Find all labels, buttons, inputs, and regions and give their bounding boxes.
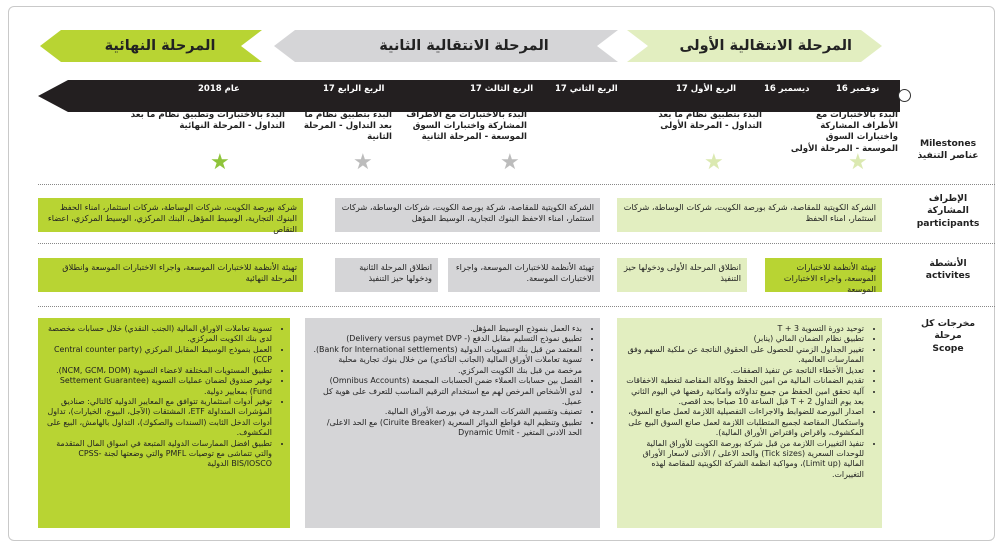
timeline-label-q2-17: الربع الثاني 17 <box>555 84 618 94</box>
phase-arrow-final <box>40 30 262 62</box>
row-label-participants <box>902 193 994 230</box>
phase-arrow-second <box>274 30 618 62</box>
milestone-star-icon: ★ <box>353 150 373 175</box>
phase-arrow-first <box>627 30 882 62</box>
timeline-label-q3-17: الربع الثالث 17 <box>470 84 534 94</box>
scope-item: • توفير صندوق لضمان عمليات التسوية (Settement Guarantee Fund) بمعايير دولية. <box>46 376 272 397</box>
scope-list <box>625 324 874 480</box>
scope-item: • تطبيق افضل الممارسات الدولية المتبعة في اسواق المال المتقدمة والتي تتماشى مع توصيات PMFL والتي وضعتها لجنة CPSS-BIS/IOSCO الدولية <box>46 439 272 470</box>
timeline-label-q4-17: الربع الرابع 17 <box>323 84 385 94</box>
timeline-label-2018: عام 2018 <box>198 84 240 94</box>
scope-box-final <box>38 318 290 528</box>
row-label-line: الأنشطة <box>929 258 967 269</box>
scope-item: • تطبيق نموذج التسليم مقابل الدفع (- Delivery versus paymet DVP) <box>313 334 582 344</box>
scope-item: • تصنيف وتقسيم الشركات المدرجة في بورصة الأوراق المالية. <box>313 407 582 417</box>
row-label-line: عناصر التنفيذ <box>917 150 979 162</box>
scope-item: • توفير أدوات استثمارية تتوافق مع المعايير الدولية كالتالي: صناديق المؤشرات المتداولة ETF، المشتقات (الآجل، البيوع، الخيارات)، تداول أدوات الدخل الثابت (السندات والصكوك)، التداول بالهامش، البيع على المكشوف. <box>46 397 272 439</box>
milestone-text: البدء بتطبيق نظام ما بعد التداول - المرحلة الثانية <box>303 110 392 143</box>
row-divider <box>38 184 995 185</box>
milestone-text: البدء بالاختبارات مع الأطراف المشاركة واختبارات السوق الموسعة - المرحلة الأولى <box>790 110 898 154</box>
timeline-label-q1-17: الربع الأول 17 <box>676 84 737 94</box>
activity-box: تهيئة الأنظمة للاختبارات الموسعة، واجراء الاختبارات الموسعة. <box>448 258 600 292</box>
participants-box-first: الشركة الكويتية للمقاصة، شركة بورصة الكويت، شركات الوساطة، شركات استثمار، امناء الحفظ <box>617 198 882 232</box>
milestone-text: البدء بالاختبارات وتطبيق نظام ما بعد التداول - المرحلة النهائية <box>130 110 285 132</box>
activity-box: تهيئة الأنظمة للاختبارات الموسعة، واجراء الاختبارات الموسعة <box>765 258 882 292</box>
phase-title-first: المرحلة الانتقالية الأولى <box>679 38 852 54</box>
row-label-line: activites <box>925 270 971 282</box>
phase-title-second: المرحلة الانتقالية الثانية <box>379 38 549 54</box>
row-label-line: مرحلة <box>934 330 962 342</box>
scope-box-first <box>617 318 882 528</box>
milestone-text: البدء بالاختبارات مع الاطراف المشاركة واختبارات السوق الموسعة - المرحلة الثانية <box>406 110 527 143</box>
row-label-milestones <box>902 138 994 163</box>
row-label-line: الإطراف <box>928 193 968 204</box>
scope-item: • تغيير الجداول الزمني للحصول على الحقوق الناتجة عن ملكية السهم وفق الممارسات العالمية. <box>625 345 864 366</box>
timeline-label-nov16: نوفمبر 16 <box>836 84 880 94</box>
milestone-star-icon: ★ <box>704 150 724 175</box>
scope-item: • اصدار البورصة للضوابط والاجراءات التفصيلية اللازمة لعمل صانع السوق، واستكمال المقاصة لجميع المتطلبات اللازمة لعمل صانع السوق البيع على المكشوف، واقراض واقتراض الأوراق المالية). <box>625 407 864 438</box>
row-label-line: Milestones <box>919 138 977 149</box>
row-label-line: المشاركة <box>927 205 969 217</box>
row-label-line: participants <box>916 217 980 229</box>
scope-item: • تطبيق نظام الضمان المالي (ينابر) <box>625 334 864 344</box>
scope-list <box>46 324 282 470</box>
milestone-star-icon: ★ <box>848 150 868 175</box>
scope-item: • العمل بنموذج الوسيط المقابل المركزي (Central counter party (CCP <box>46 345 272 366</box>
scope-list <box>313 324 592 439</box>
activity-box: انطلاق المرحلة الأولى ودخولها حيز التنفيذ <box>617 258 747 292</box>
scope-item: • تعديل الأخطاء الناتجة عن تنفيذ الصفقات. <box>625 366 864 376</box>
scope-item: • تطبيق وتنظيم الية قواطع الدوائر السعرية (Ciruite Breaker) مع الحد الاعلى/ الحد الادنى المتغير - Dynamic Umit <box>313 418 582 439</box>
timeline-label-dec16: ديسمبر 16 <box>764 84 810 94</box>
row-label-line: Scope <box>932 342 964 354</box>
activity-box: تهيئة الأنظمة للاختبارات الموسعة، واجراء الاختبارات الموسعة وانطلاق المرحلة النهائية <box>38 258 303 292</box>
scope-box-second <box>305 318 600 528</box>
participants-box-final: شركة بورصة الكويت، شركات الوساطة، شركات استثمار، امناء الحفظ البنوك التجارية، الوسيط المؤهل، البنك المركزي، الوسيط المركزي، اعضاء التقاص <box>38 198 303 232</box>
milestone-text: البدء بتطبيق نظام ما بعد التداول - المرحلة الأولى <box>658 110 762 132</box>
scope-item: • توحيد دورة التسوية T + 3 <box>625 324 864 334</box>
scope-item: • تقديم الضمانات المالية من امين الحفظ ووكالة المقاصة لتغطية الاخفاقات <box>625 376 864 386</box>
scope-item: • آلية تحقق امين الحفظ من جميع تداولاته وامكانية رفضها في اليوم الثاني بعد يوم التداول T + 2 قبل الساعة 10 صباحا بحد اقصى. <box>625 387 864 408</box>
milestone-star-icon: ★ <box>500 150 520 175</box>
milestone-star-icon: ★ <box>210 150 230 175</box>
scope-item: • تسوية تعاملات الاوراق المالية (الجنب النقدي) خلال حسابات مخصصة لدى بنك الكويت المركزي. <box>46 324 272 345</box>
scope-item: • تسوية تعاملات الأوراق المالية (الجانب التأكدي) من خلال بنوك تجارية محلية مرخصة من قبل بنك الكويت المركزي. <box>313 355 582 376</box>
scope-item: • تنفيذ التغييرات اللازمة من قبل شركة بورصة الكويت للأوراق المالية للوحدات السعرية (Tick sizes) والحد الاعلى / الأدنى لاسعار الأوراق المالية (Limit up)، ومواكبة انظمة الشركة الكويتية للمقاصة لهذه التغييرات. <box>625 439 864 481</box>
scope-item: • الفصل بين حسابات العملاء ضمن الحسابات المجمعة (Omnibus Accounts) <box>313 376 582 386</box>
row-label-line: مخرجات كل <box>920 318 976 329</box>
row-divider <box>38 306 995 307</box>
scope-item: • بدء العمل بنموذج الوسيط المؤهل. <box>313 324 582 334</box>
phase-title-final: المرحلة النهائية <box>104 38 216 54</box>
row-label-scope <box>902 318 994 355</box>
activity-box: انطلاق المرحلة الثانية ودخولها حيز التنفيذ <box>335 258 438 292</box>
scope-item: • المعتمد من قبل بنك التسويات الدولية (Bank for International settlements). <box>313 345 582 355</box>
timeline-start-marker <box>898 89 911 102</box>
row-label-activities <box>902 258 994 283</box>
scope-item: • تطبيق المستويات المختلفة لاعضاء التسوية (NCM, GCM، DOM). <box>46 366 272 376</box>
row-divider <box>38 243 995 244</box>
participants-box-second: الشركة الكويتية للمقاصة، شركة بورصة الكويت، شركات الوساطة، شركات استثمار، امناء الاحفظ البنوك التجارية، الوسيط المؤهل <box>335 198 600 232</box>
scope-item: • لدى الأشخاص المرخص لهم مع استخدام الترقيم المناسب للتعرف على هوية كل عميل. <box>313 387 582 408</box>
